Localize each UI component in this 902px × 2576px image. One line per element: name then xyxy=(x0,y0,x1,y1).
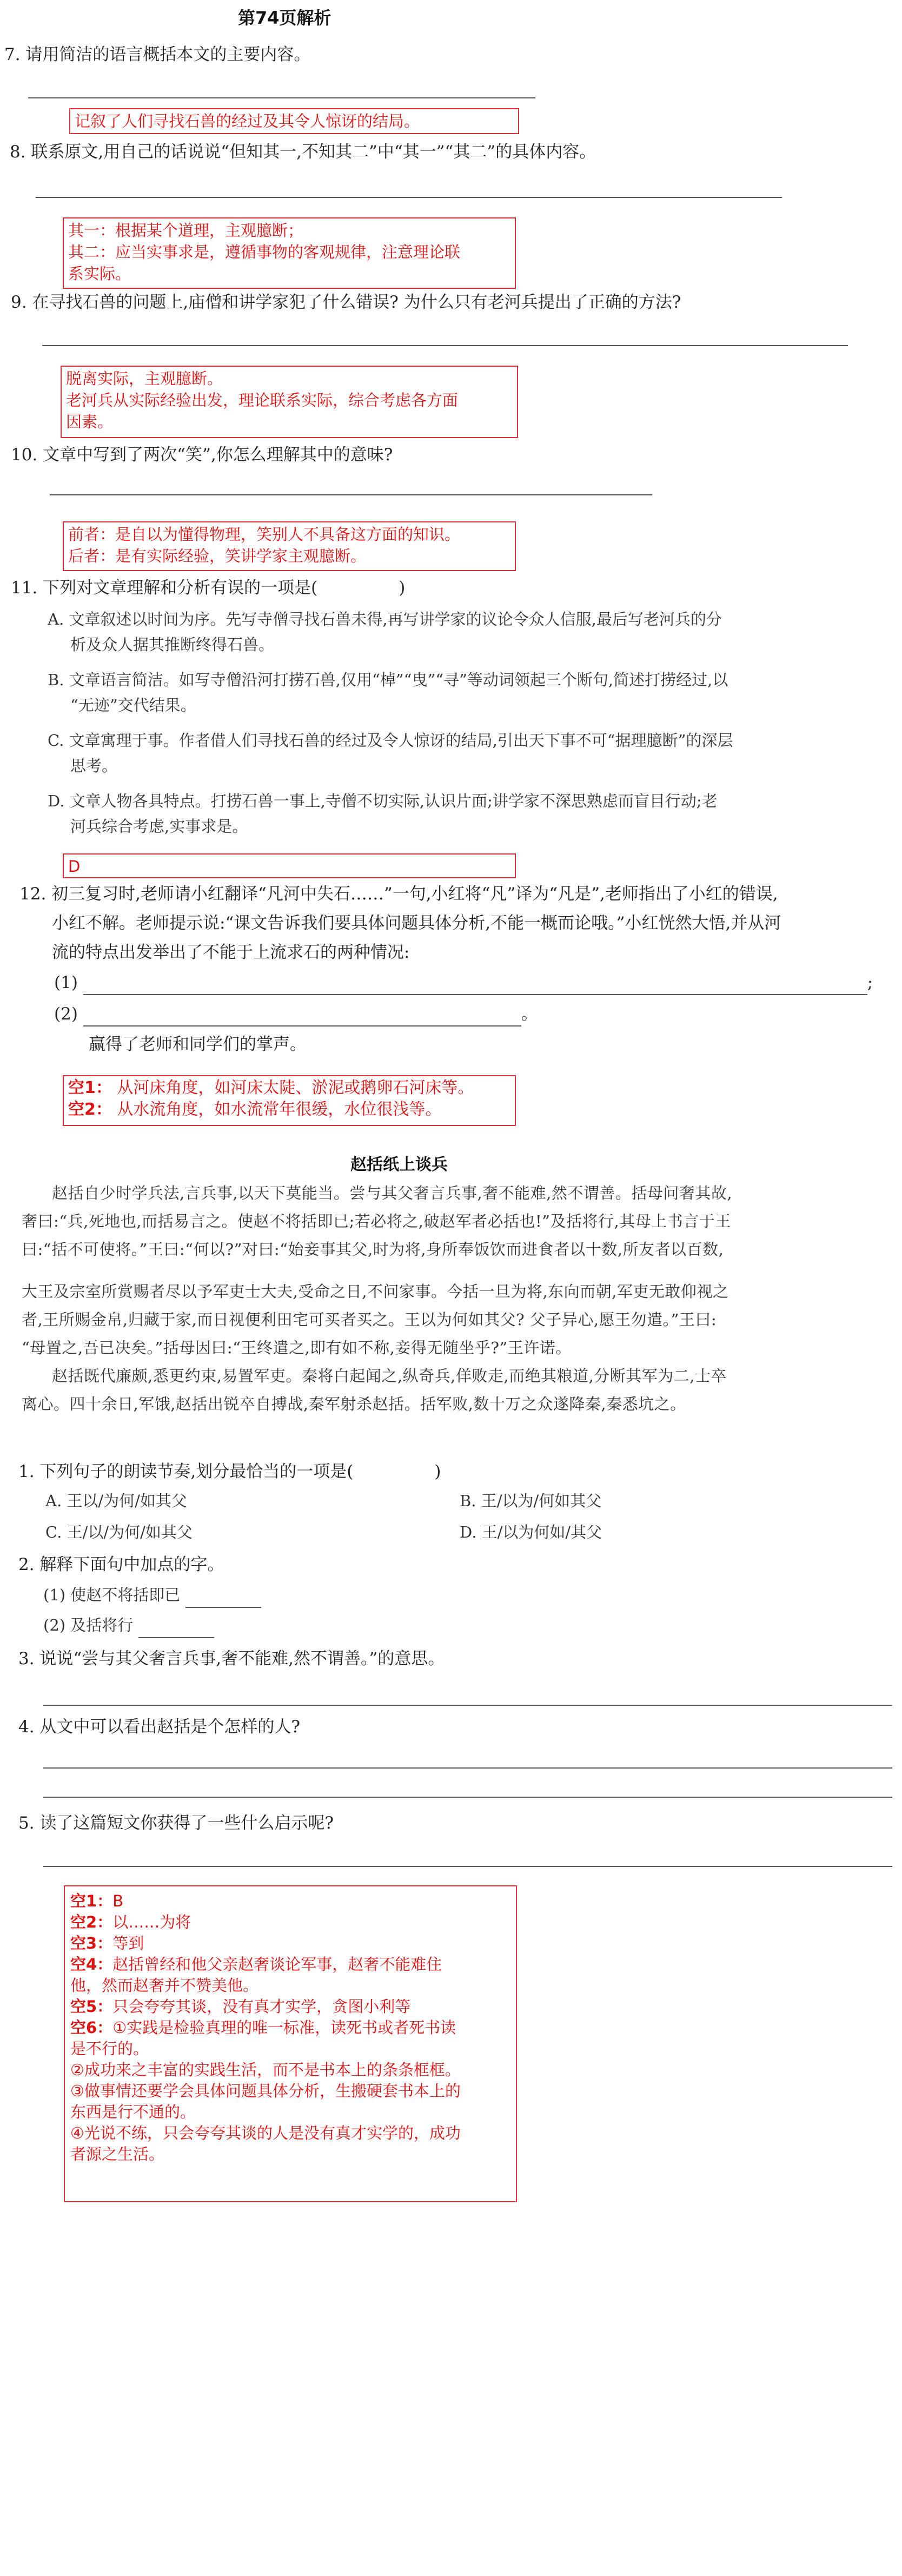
passage-option-a: A. 王以/为何/如其父 xyxy=(45,1492,187,1510)
answer-line xyxy=(36,197,782,198)
answer-line xyxy=(28,97,535,98)
option-a-line-2: 析及众人据其推断终得石兽。 xyxy=(70,635,275,654)
question-8: 8. 联系原文,用自己的话说说“但知其一,不知其二”中“其一”“其二”的具体内容。 xyxy=(10,142,596,162)
answer-text: 前者：是自以为懂得物理，笑别人不具备这方面的知识。 xyxy=(68,525,461,544)
answer-text: 东西是行不通的。 xyxy=(70,2103,196,2121)
option-b xyxy=(48,667,891,718)
passage-line: 曰:“括不可使将。”王曰:“何以?”对曰:“始妾事其父,时为将,身所奉饭饮而进食者以十数,所友者以百数, xyxy=(22,1240,724,1259)
page-title: 第74页解析 xyxy=(238,8,331,28)
answer-row-1 xyxy=(70,1891,510,1912)
answer-text: ②成功来之丰富的实践生活，而不是书本上的条条框框。 xyxy=(70,2061,461,2079)
option-c xyxy=(48,728,891,779)
answer-row-1 xyxy=(68,1077,510,1099)
answer-row-2 xyxy=(68,1099,510,1121)
answer-box-q11 xyxy=(63,853,516,878)
answer-box-q9 xyxy=(61,366,518,438)
passage-question-2: 2. 解释下面句中加点的字。 xyxy=(18,1555,224,1574)
answer-label: 空2： xyxy=(68,1100,112,1119)
question-9: 9. 在寻找石兽的问题上,庙僧和讲学家犯了什么错误? 为什么只有老河兵提出了正确的方法? xyxy=(11,293,681,312)
answer-text: D xyxy=(68,857,81,876)
question-12-line-3: 流的特点出发举出了不能于上流求石的两种情况: xyxy=(52,943,410,962)
answer-label: 空2： xyxy=(70,1913,113,1931)
blank-2 xyxy=(54,1002,538,1027)
passage-option-b: B. 王/以为/何如其父 xyxy=(460,1492,602,1510)
passage-question-3: 3. 说说“尝与其父奢言兵事,奢不能难,然不谓善。”的意思。 xyxy=(18,1649,445,1668)
answer-line xyxy=(43,1705,892,1706)
passage-option-c: C. 王/以/为何/如其父 xyxy=(45,1523,193,1541)
question-7: 7. 请用简洁的语言概括本文的主要内容。 xyxy=(4,45,311,64)
passage-question-2-2-text: (2) 及括将行 xyxy=(43,1616,134,1634)
blank-2-end: 。 xyxy=(521,1004,538,1024)
question-11-paren: ) xyxy=(399,578,406,598)
question-12-line-2: 小红不解。老师提示说:“课文告诉我们要具体问题具体分析,不能一概而论哦。”小红恍然大悟,并从河 xyxy=(52,913,781,933)
blank-1-label: (1) xyxy=(54,973,78,992)
answer-label: 空1： xyxy=(70,1892,113,1910)
answer-text: 从河床角度，如河床太陡、淤泥或鹅卵石河床等。 xyxy=(117,1078,474,1097)
answer-line xyxy=(50,494,652,495)
option-a xyxy=(48,607,891,658)
passage-line: 者,王所赐金帛,归藏于家,而日视便利田宅可买者买之。王以为何如其父? 父子异心,愿王勿遣。”王曰: xyxy=(22,1310,717,1329)
option-d xyxy=(48,789,891,839)
passage-question-2-1-text: (1) 使赵不将括即已 xyxy=(43,1586,181,1604)
answer-line xyxy=(43,1767,892,1769)
passage-line: 奢曰:“兵,死地也,而括易言之。使赵不将括即已;若必将之,破赵军者必括也!”及括将行,其母上书言于王 xyxy=(22,1212,731,1230)
question-10: 10. 文章中写到了两次“笑”,你怎么理解其中的意味? xyxy=(11,445,393,465)
blank-1 xyxy=(54,970,873,995)
passage-line: 赵括既代廉颇,悉更约束,易置军吏。秦将白起闻之,纵奇兵,佯败走,而绝其粮道,分断其军为二,士卒 xyxy=(52,1367,727,1385)
option-b-line-2: “无迹”交代结果。 xyxy=(70,696,196,714)
answer-text: 是不行的。 xyxy=(70,2039,149,2058)
question-11-text: 11. 下列对文章理解和分析有误的一项是( xyxy=(11,578,318,598)
answer-text: 从水流角度，如水流常年很缓，水位很浅等。 xyxy=(117,1100,442,1119)
passage-question-1-paren: ) xyxy=(434,1462,441,1481)
passage-question-5: 5. 读了这篇短文你获得了一些什么启示呢? xyxy=(18,1813,334,1833)
answer-text: 因素。 xyxy=(66,413,114,431)
answer-row-3 xyxy=(70,1933,510,1954)
answer-text: 者源之生活。 xyxy=(70,2145,165,2163)
answer-text: 脱离实际，主观臆断。 xyxy=(66,369,223,388)
answer-box-q10 xyxy=(63,521,516,571)
answer-text: 记叙了人们寻找石兽的经过及其令人惊讶的结局。 xyxy=(75,112,420,130)
answer-row-2 xyxy=(70,1912,510,1933)
answer-row-6 xyxy=(70,2017,510,2038)
answer-text: ④光说不练，只会夸夸其谈的人是没有真才实学的，成功 xyxy=(70,2124,461,2142)
option-c-line-2: 思考。 xyxy=(70,757,118,775)
answer-text: 其二：应当实事求是，遵循事物的客观规律，注意理论联 xyxy=(68,243,461,261)
answer-text: ③做事情还要学会具体问题具体分析，生搬硬套书本上的 xyxy=(70,2082,461,2100)
answer-text: 赵括曾经和他父亲赵奢谈论军事，赵奢不能难住 xyxy=(112,1955,442,1974)
passage-line: 大王及宗室所赏赐者尽以予军吏士大夫,受命之日,不问家事。今括一旦为将,东向而朝,军吏无敢仰视之 xyxy=(22,1282,729,1301)
question-11 xyxy=(11,575,405,600)
answer-text: ①实践是检验真理的唯一标准，读死书或者死书读 xyxy=(112,2018,456,2037)
answer-text: B xyxy=(112,1892,124,1910)
answer-text: 他，然而赵奢并不赞美他。 xyxy=(70,1976,259,1995)
answer-text: 等到 xyxy=(112,1934,144,1952)
answer-label: 空5： xyxy=(70,1997,113,2016)
answer-text: 老河兵从实际经验出发，理论联系实际，综合考虑各方面 xyxy=(66,391,459,409)
answer-label: 空1： xyxy=(68,1078,112,1097)
answer-text: 以……为将 xyxy=(112,1913,191,1931)
passage-line: “母置之,吾已决矣。”括母因曰:“王终遣之,即有如不称,妾得无随坐乎?”王许诺。 xyxy=(22,1339,572,1357)
answer-box-q8 xyxy=(63,217,516,289)
answer-line xyxy=(43,1866,892,1867)
answer-text: 其一：根据某个道理，主观臆断； xyxy=(68,221,304,240)
answer-text: 后者：是有实际经验，笑讲学家主观臆断。 xyxy=(68,547,367,565)
answer-text: 只会夸夸其谈，没有真才实学，贪图小利等 xyxy=(112,1997,411,2016)
option-c-line-1: C. 文章寓理于事。作者借人们寻找石兽的经过及令人惊讶的结局,引出天下事不可“据理臆断”的深层 xyxy=(48,731,733,750)
answer-label: 空6： xyxy=(70,2018,113,2037)
option-b-line-1: B. 文章语言简洁。如写寺僧沿河打捞石兽,仅用“棹”“曳”“寻”等动词领起三个断句,简述打捞经过,以 xyxy=(48,671,728,689)
question-12-line-1: 12. 初三复习时,老师请小红翻译“凡河中失石……”一句,小红将“凡”译为“凡是”,老师指出了小红的错误, xyxy=(19,884,778,904)
passage-question-2-2 xyxy=(43,1613,214,1638)
option-d-line-2: 河兵综合考虑,实事求是。 xyxy=(70,817,248,836)
answer-row-5 xyxy=(70,1996,510,2017)
passage-question-2-1 xyxy=(43,1582,261,1608)
blank-2-label: (2) xyxy=(54,1004,78,1024)
answer-box-q12 xyxy=(63,1075,516,1126)
answer-text: 系实际。 xyxy=(68,264,131,283)
passage-line: 赵括自少时学兵法,言兵事,以天下莫能当。尝与其父奢言兵事,奢不能难,然不谓善。括母问奢其故, xyxy=(52,1184,733,1202)
question-12-line-4: 赢得了老师和同学们的掌声。 xyxy=(89,1035,307,1054)
passage-title: 赵括纸上谈兵 xyxy=(350,1155,448,1174)
answer-box-q7 xyxy=(69,108,519,134)
passage-line: 离心。四十余日,军饿,赵括出锐卒自搏战,秦军射杀赵括。括军败,数十万之众遂降秦,秦悉坑之。 xyxy=(22,1395,686,1413)
option-a-line-1: A. 文章叙述以时间为序。先写寺僧寻找石兽未得,再写讲学家的议论令众人信服,最后写老河兵的分 xyxy=(48,610,722,628)
answer-label: 空4： xyxy=(70,1955,113,1974)
answer-line xyxy=(43,1797,892,1798)
answer-line xyxy=(42,345,848,346)
passage-body xyxy=(22,1179,887,1418)
passage-question-1 xyxy=(18,1459,441,1484)
option-d-line-1: D. 文章人物各具特点。打捞石兽一事上,寺僧不切实际,认识片面;讲学家不深思熟虑而盲目行动;老 xyxy=(48,792,718,810)
answer-label: 空3： xyxy=(70,1934,113,1952)
answer-box-passage xyxy=(64,1885,517,2202)
passage-question-4: 4. 从文中可以看出赵括是个怎样的人? xyxy=(18,1717,301,1737)
answer-row-4 xyxy=(70,1954,510,1975)
passage-option-d: D. 王/以为何如/其父 xyxy=(460,1523,602,1541)
passage-question-1-text: 1. 下列句子的朗读节奏,划分最恰当的一项是( xyxy=(18,1462,354,1481)
blank-1-end: ; xyxy=(867,973,873,992)
